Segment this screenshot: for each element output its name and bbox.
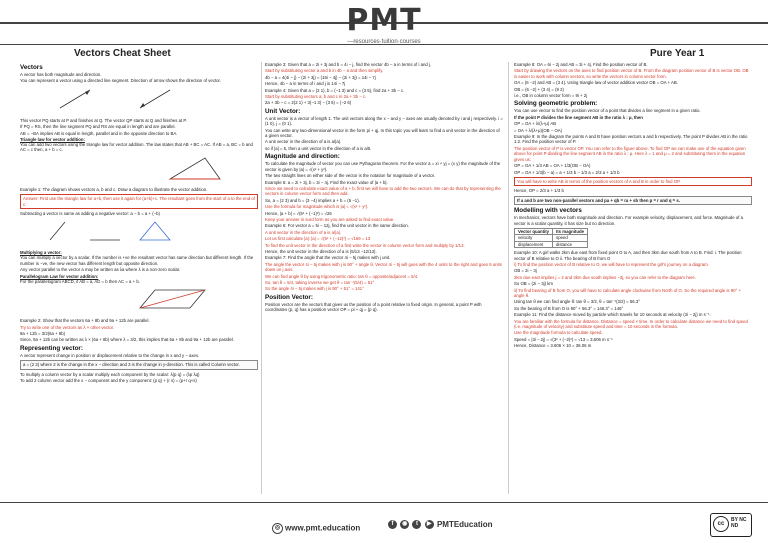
paragraph: so if |a| = 5, then a unit vector in the direction of a is a/5. [265,145,372,151]
hint-text: Since we need to calculate exact value of a + b, first we will have to add the two vectors. We can do that by representing the vectors in column vector form and then add. [265,185,501,197]
answer-box: Answer: First use the triangle law for a+b, then use it again for (a+b)+c. The resultant goes from the start of a to the end of c. [20,194,258,209]
paragraph: You can write any two-dimensional vector in the form pi + qj. In this topic you will learn to find a unit vector in the direction of a given vector. [265,127,500,139]
cc-license-badge[interactable] [710,513,752,537]
license-text: BY NC ND [731,517,747,529]
paragraph: Example 3: Given that a = 2i + 3j and b = 4i − j, find the vector 4b − a in terms of i and j. [265,62,432,67]
section-heading: Magnitude and direction: [265,153,340,161]
paragraph: 2a + 3b − c = 2(2 1) + 3(−1 3) − (3 5) = (−2 6) [265,100,352,106]
paragraph: If PQ = RS, then the line segment PQ and RS are equal in length and are parallel. [20,124,176,130]
footer-rule [0,502,768,503]
column-right [514,62,752,494]
paragraph: Hence, |a + b| = √(5² + (−1)²) = √26 [265,210,332,216]
paragraph: So, a = (2 3) and b = (3 −4) implies a + b = (5 −1). [265,197,360,203]
hint-text: We can find angle θ by using trigonometric ratio: tan θ = opposite/adjacent = 5/4. [265,273,419,279]
paragraph: Any vector parallel to the vector a may be written as λa where λ is a non-zero scalar. [20,267,181,273]
formula: = OA + λ/(λ+μ)(OB − OA) [514,127,563,133]
column-divider [261,62,262,494]
subheading: Multiplying a vector: [20,250,62,256]
section-heading: Representing vector: [20,344,83,352]
table-cell: velocity [515,235,553,241]
paragraph: Hence, 4b − a in terms of i and j is 14i − 7j [265,81,346,87]
hint-text: 2km due east implies j = 2 and 3km due south implies −3j, so you can refer to the diagram here. [514,274,696,280]
paragraph: Example 2: Show that the vectors 6a + 8b and 9a + 12b are parallel. [20,318,150,324]
paragraph: Example 10: A girl walks 2km due east from fixed point O to A, and then 3km due south from A to B. Find: i. The position vector of B relative to O ii. The bearing of B from O [514,250,742,261]
triangle-law-diagram [20,155,258,181]
section-heading: Position Vector: [265,293,313,301]
hint-text: Start by substituting vectors a, b and c in 2a + 3b − c. [265,94,367,100]
parallelogram-diagram [20,286,258,312]
paragraph: A unit vector in the direction of a is a/|a|. [265,139,342,145]
table-header-cell: Vector quantity [515,228,553,234]
paragraph: Position vector are the vectors that gives us the position of a point relative to fixed origin. In general, a point P with coordinates (p, q) has a position vector OP = pi + qj = (p q). [265,301,482,313]
paragraph: So the bearing of B from O is 90° + 56.3° = 146.3° = 146° [514,305,624,311]
table-row [515,241,588,247]
table-header-cell: Its magnitude [553,228,588,234]
key-result-box: If a and b are two non-parallel vectors and pa + qb = ra + sb then p = r and q = s. [514,196,752,205]
paragraph: If the point P divides the line segment AB in the ratio λ : μ, then [514,114,643,120]
subheading: Triangle law for vector addition: [20,137,85,143]
paragraph: So OB = (2i − 3j) km [514,281,553,287]
twitter-icon[interactable]: t [412,520,421,529]
paragraph: You can add two vectors using the triangle law for vector addition. The law states that AB + BC = AC. If AB = a, BC = b and AC = c then, a + b = c. [20,142,253,153]
paragraph: Example 6: For vector a = 5i − 12j, find the unit vector in the same direction. [265,223,410,229]
hint-text: Start by drawing the vectors on the axes to find position vector of B. From the diagram position vector of B is vector OB. OB is easier to work with column vectors, so write the vectors in column vector form. [514,68,749,79]
table-cell: distance [553,241,588,247]
paragraph: OB = 2i − 3j [514,268,537,274]
logo-text: PMT [346,3,422,38]
column-left [20,62,258,494]
section-heading: Modelling with vectors [514,207,582,215]
quantity-table [514,228,588,248]
paragraph: You can represent a vector using a directed line segment. Direction of arrow shows the direction of vector. [20,78,221,84]
subheading: Parallelogram Law for vector addition: [20,273,99,279]
paragraph: To add 2 column vector add the x − component and the y component: (p q) + (r s) = (p+r q+s) [20,377,197,383]
paragraph: 9a + 12b = 3/2(6a + 8b) [20,330,66,336]
paragraph: Example 11: Find the distance moved by particle which travels for 10 seconds at velocity (3i − 2j) m s⁻¹. [514,312,711,318]
hint-text: Try to write one of the vectors as λ × other vector. [20,324,115,330]
paragraph: Subtracting a vector is same as adding a negative vector: a − b = a + (−b) [20,211,160,217]
paragraph: To multiply a column vector by a scalar multiply each component by the scalar: λ(p q) = (λp λq) [20,371,200,377]
paragraph: You can use vector to find the position vector of a point that divides a line segment in a given ratio. [514,108,701,114]
hint-text: Use the formula for magnitude which is |a| = √(x² + y²). [265,204,369,210]
section-heading: Unit Vector: [265,107,301,115]
paragraph: Example 9: In the diagram the points A and B have position vectors a and b respectively. The point P divides AB in the ratio 1:2. Find the position vector of P. [514,134,748,145]
hint-text: Keep your answer in surd form as you are asked to find exact value. [265,216,395,222]
hint-text: A unit vector in the direction of a is a/|a|. [265,229,342,235]
paragraph: Example 1: The diagram shows vectors a, b and c. Draw a diagram to illustrate the vector addition. [20,186,208,192]
social-links[interactable] [388,520,493,529]
paragraph: Hence, the unit vector in the direction of a is (5/13 −12/13). [265,248,377,254]
logo-tagline: —resources·tuition·courses [347,39,421,45]
subtraction-diagram [20,218,258,244]
hint-text: The position vector of P is vector OP. You can refer to the figure above. To find OP we can make use of the equation given above for point P dividing the line segment AB in the ratio λ : μ. Here λ = 1 and μ = 2 and substituting them in the equation gives us: [514,145,746,162]
paragraph: 4b − a = 4(4i − j) − (2i + 3j) = (16i − 4j) − (2i + 3j) = 14i − 7j [265,74,376,80]
column-vector-box: a = (2 3) where 2 is the change in the x − direction and 3 is the change in y-direction. This is called Column vector. [20,360,258,369]
paragraph: OA = (6 −2) and AB = (3 4). Using triangle law of vector addition vector OB = OA + AB. [514,80,678,86]
paragraph: Hence, Distance = 3.606 × 10 = 36.06 m [514,343,592,349]
paragraph: Example 5: a = 2i + 3j, b = 3i − 4j. Find the exact value of |a + b|. [265,179,388,185]
table-cell: displacement [515,241,553,247]
paragraph: Example 4: Given that a = (2 1), b = (−1 3) and c = (3 5), find 2a + 3b − c. [265,87,405,93]
paragraph: OP = OA + 1/3(b − a) = a + 1/3 b − 1/3 a = 2/3 a + 1/3 b [514,169,620,175]
paragraph: Example 7: Find the angle that the vector 4i − 5j makes with j unit. [265,255,391,261]
paragraph: A unit vector is a vector of length 1. The unit vectors along the x − and y − axes are usually denoted by i and j respectively. i = (1 0), j = (0 1). [265,115,503,127]
hint-text: You are familiar with the formula for distance. Distance = speed × time. In order to calculate distance we need to find speed (i.e. magnitude of velocity) and substitute speed and time = 10 seconds in the formula. [514,318,748,330]
hint-text: So, tan θ = 5/4, taking inverse we get θ = tan⁻¹(5/4) = 51° [265,280,375,285]
hint-text: Use the magnitude formula to calculate speed. [514,330,603,336]
paragraph: You can multiply a vector by a scalar. If the number is +ve the resultant vector has same direction but different length. If the number is −ve, the new vector has different length but opposite direction. [20,255,254,266]
youtube-icon[interactable]: ▶ [425,520,434,529]
level-label: Pure Year 1 [650,48,705,59]
hint-text: Start by substituting vector a and b in 4b − a and then simplify. [265,68,384,74]
hint-text: i) To find the position vector of B relative to O, we will have to represent the girl's journey on a diagram. [514,261,709,267]
section-heading: Solving geometric problem: [514,100,598,108]
paragraph: A vector represent change in position or displacement relative to the change in x and y − axes. [20,352,200,358]
header [0,0,768,62]
facebook-icon[interactable]: f [388,520,397,529]
paragraph: AB = −BA implies AB is equal in length, parallel and in the opposite direction to BA. [20,130,178,136]
footer [0,500,768,543]
hint-text: The angle the vector 4i − 5j makes with j is 90° + angle θ. Vector 4i − 5j will goes with the 4 units to the right and goes 5 units down on j axis. [265,261,502,273]
website-text: www.pmt.education [285,523,361,533]
hint-box: You will have to write AB in terms of the position vectors of A and B in order to find OP. [514,177,752,186]
page-title: Vectors Cheat Sheet [74,48,171,59]
paragraph: For the parallelogram ABCD, if AB = a, AD = b then AC = a + b. [20,278,140,284]
paragraph: To calculate the magnitude of vector you can use Pythagoras theorem. For the vector a = xi + yj = (x y) the magnitude of the vector is given by |a| = √(x² + y²). [265,161,501,172]
paragraph: A vector has both magnitude and direction. [20,72,102,77]
paragraph: In mechanics, vectors have both magnitude and direction. For example velocity, displacement, and force. Magnitude of a vector is a scalar quantity, it has size but no direction. [514,215,743,226]
hint-text: So the angle 4i − 5j makes with j is 90° + 51° = 141° [265,286,364,292]
globe-icon: ◎ [272,523,283,534]
paragraph: OP = OA + 1/3 AB = OA + 1/3(OB − OA) [514,163,591,169]
pmt-logo [328,4,440,60]
paragraph: i.e., OB in column vector form = 9i + 2j [514,93,588,99]
hint-text: To find the unit vector in the direction of a first write the vector in column vector form and multiply by 1/13. [265,242,465,248]
paragraph: Using tan θ we can find angle θ: tan θ = 3/2, θ = tan⁻¹(3/2) = 56.3° [514,299,640,305]
hint-text: ii) To find bearing of B from O, you will have to calculate angle clockwise from North of O. So the required angle is 90° + angle θ. [514,287,741,298]
paragraph: Since, 9a + 12b can be written as λ × (6a + 8b) where λ = 3/2, this implies that 6a + 8b and 9a + 12b are parallel. [20,337,235,343]
cc-icon: cc [713,516,729,532]
column-middle [265,62,503,494]
paragraph: OB = (6 −2) + (3 4) = (9 2) [514,86,564,92]
paragraph: Hence, OP = 2/3 a + 1/3 b [514,188,564,194]
paragraph: This vector PQ starts at P and finishes at Q. The vector QP starts at Q and finishes at P. [20,117,187,123]
hint-text: Let us first calculate |a|: |a| = √(5² + (−12)²) = √169 = 13 [265,236,371,242]
paragraph: Example 8: OA = 6i − 2j and AB = 3i + 4j. Find the position vector of B. [514,62,648,67]
column-divider [508,62,509,494]
vector-pq-diagram [20,86,258,112]
formula: OP = OA + λ/(λ+μ) AB [514,121,557,127]
section-heading: Vectors [20,64,43,71]
table-cell: speed [553,235,588,241]
instagram-icon[interactable]: ◉ [402,521,408,528]
social-handle: PMTEducation [436,520,493,529]
website-link[interactable] [272,523,360,534]
paragraph: The two straight lines on either side of the vector is the notation for magnitude of a vector. [265,173,436,179]
paragraph: Speed = |3i − 2j| = √(3² + (−2)²) = √13 = 3.606 m s⁻¹ [514,336,613,342]
